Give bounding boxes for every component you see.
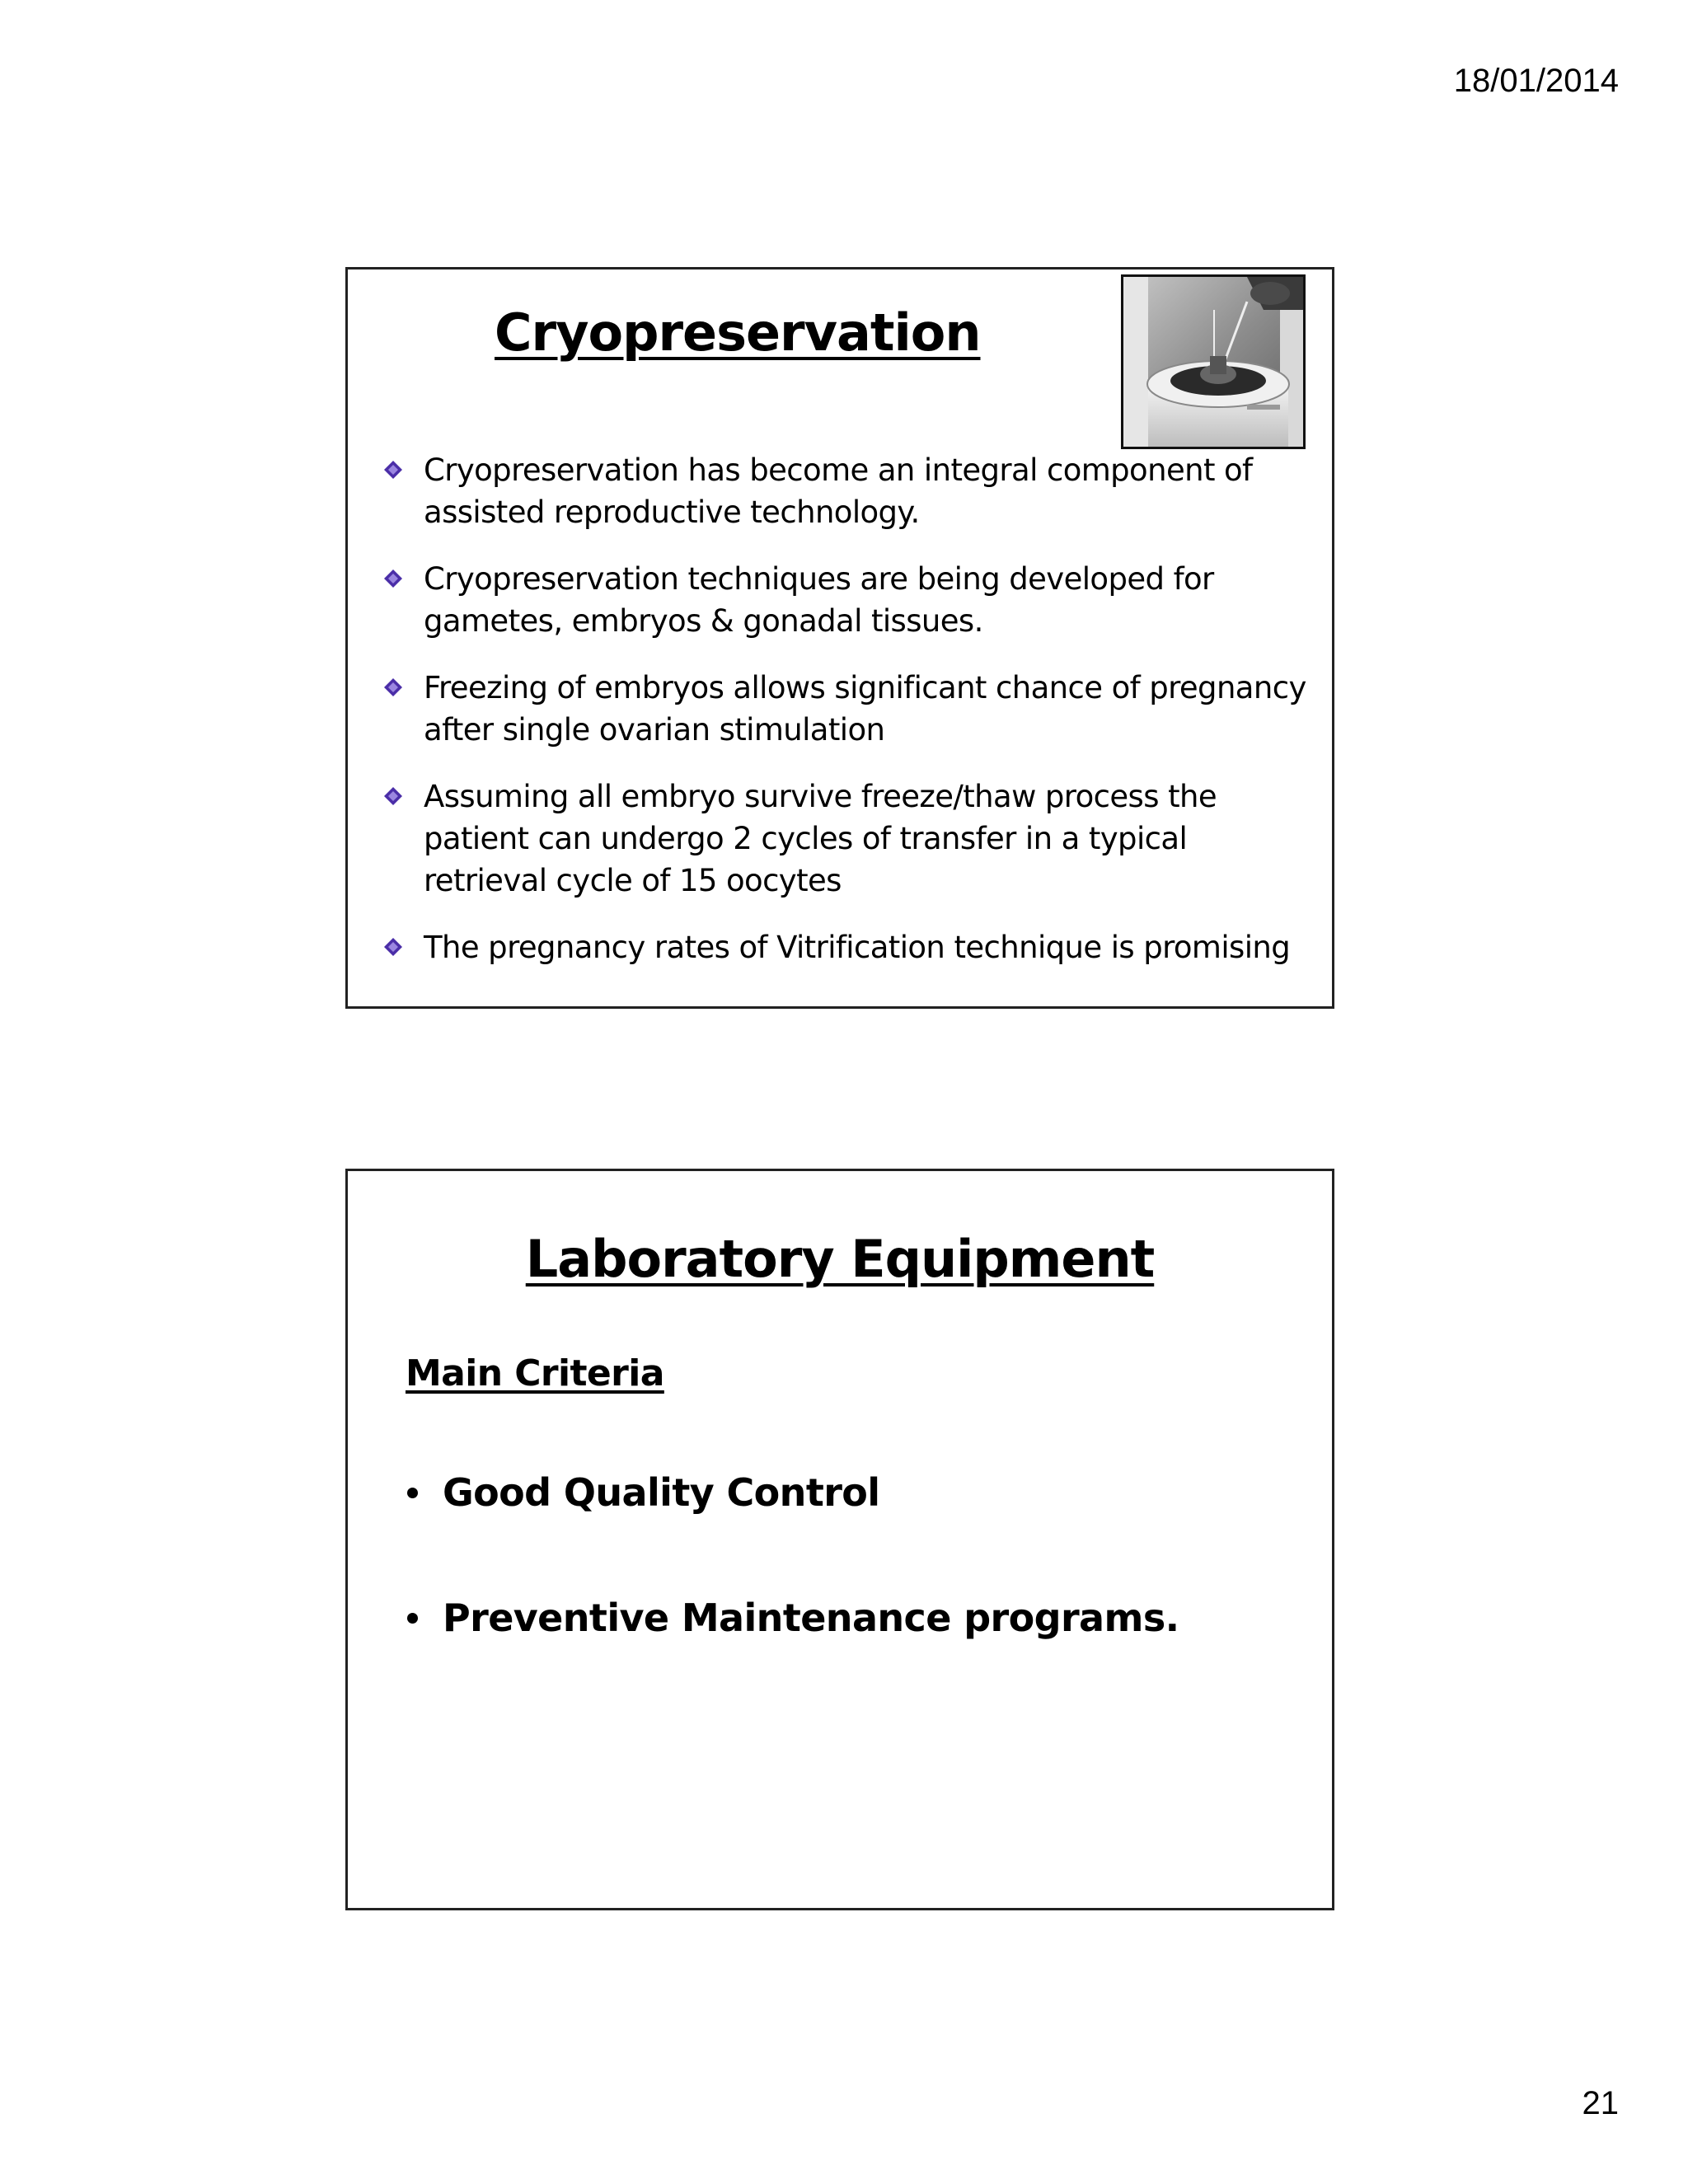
list-item: [406, 1593, 1179, 1643]
list-item: [406, 1468, 1179, 1517]
purple-diamond-icon: [384, 461, 402, 479]
bullet-text: The pregnancy rates of Vitrification technique is promising: [424, 930, 1291, 965]
list-item: [382, 667, 1314, 751]
list-item: [382, 926, 1314, 968]
bullet-dot-icon: [407, 1488, 418, 1498]
section-subheading: Main Criteria: [406, 1352, 664, 1394]
page-number: 21: [1582, 2085, 1619, 2121]
purple-diamond-icon: [384, 787, 402, 805]
bullet-dot-icon: [407, 1613, 418, 1624]
criteria-list: [406, 1468, 1179, 1718]
list-item: [382, 449, 1314, 533]
bullet-text: Freezing of embryos allows significant chance of pregnancy after single ovarian stimulation: [424, 670, 1306, 748]
list-item: [382, 558, 1314, 642]
bullet-text: Assuming all embryo survive freeze/thaw process the patient can undergo 2 cycles of transfer in a typical retrieval cycle of 15 oocytes: [424, 779, 1217, 898]
header-date: 18/01/2014: [1453, 63, 1619, 99]
purple-diamond-icon: [384, 938, 402, 956]
criteria-text: Preventive Maintenance programs.: [443, 1596, 1179, 1640]
slide-cryopreservation: [345, 267, 1334, 1009]
criteria-text: Good Quality Control: [443, 1470, 880, 1515]
slide-title: Laboratory Equipment: [525, 1229, 1155, 1289]
slide-title: Cryopreservation: [495, 302, 981, 363]
purple-diamond-icon: [384, 678, 402, 696]
bullet-list: [382, 449, 1314, 993]
purple-diamond-icon: [384, 569, 402, 588]
cryopreservation-photo: [1121, 274, 1306, 449]
bullet-text: Cryopreservation techniques are being developed for gametes, embryos & gonadal tissues.: [424, 561, 1214, 639]
bullet-text: Cryopreservation has become an integral component of assisted reproductive technology.: [424, 452, 1253, 530]
slide-laboratory-equipment: [345, 1169, 1334, 1910]
list-item: [382, 776, 1314, 902]
